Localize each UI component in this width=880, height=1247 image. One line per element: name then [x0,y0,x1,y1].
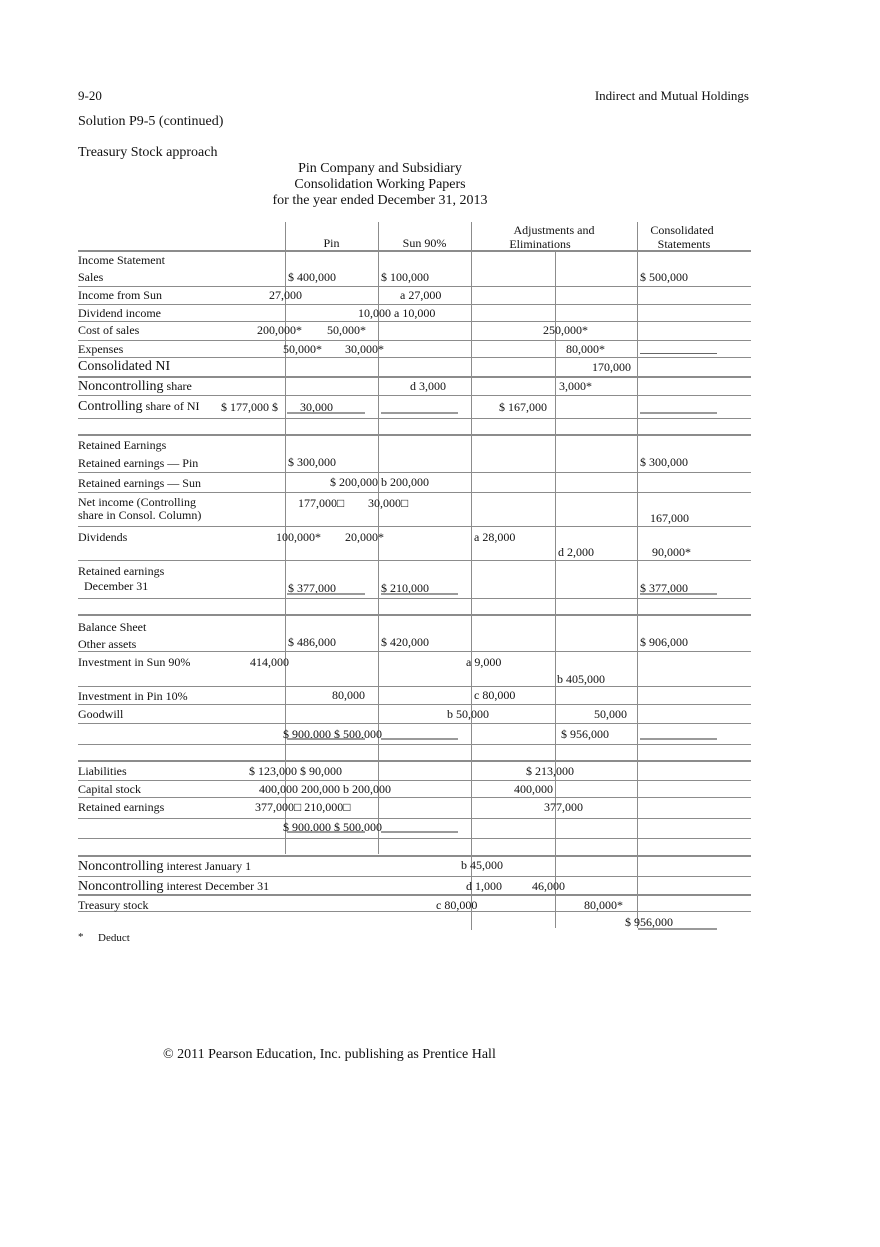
row-label: Noncontrolling [78,379,164,394]
row-label: Consolidated NI [78,359,171,374]
consolidated-value: 80,000* [584,898,623,912]
sun-value: $ 420,000 [381,635,429,649]
underline [640,353,717,354]
pin-value: $ 400,000 [288,270,336,284]
grid-hline [78,876,751,877]
grid-hline [78,598,751,599]
statement-values: $ 123,000 $ 90,000 [249,764,342,778]
pin-value: 200,000* [257,323,302,337]
section-heading-balance: Balance Sheet [78,620,147,634]
approach-label: Treasury Stock approach [78,145,218,160]
row-label: Sales [78,270,104,284]
grid-hline [78,780,751,781]
double-underline [381,593,458,595]
grid-hline [78,744,751,745]
adjustment-debit: b 50,000 [447,707,489,721]
sun-value: $ 100,000 [381,270,429,284]
row-label: Net income (Controlling [78,495,196,509]
sun-value: 50,000* [327,323,366,337]
sun-value: $ 200,000 b 200,000 [330,475,429,489]
row-label-cont: share in Consol. Column) [78,508,202,522]
row-label: Capital stock [78,782,141,796]
adjustment-credit: d 2,000 [558,545,594,559]
title-period: for the year ended December 31, 2013 [272,193,488,208]
row-label-suffix: interest December 31 [163,879,270,893]
row-label: Other assets [78,637,137,651]
row-label: Income from Sun [78,288,162,302]
double-underline [381,738,458,740]
footnote-mark: * [78,931,84,943]
sun-value: 30,000 [300,400,333,414]
row-label: Cost of sales [78,323,140,337]
pin-value: $ 177,000 $ [221,400,278,414]
double-underline [640,412,717,414]
sun-value: 20,000* [345,530,384,544]
statement-values: 377,000□ 210,000□ [255,800,351,814]
pin-value: $ 486,000 [288,635,336,649]
consolidated-value: $ 377,000 [640,581,688,595]
row-label-suffix: share of NI [142,399,200,413]
grid-hline [78,526,751,527]
consolidated-value: $ 956,000 [625,915,673,929]
consolidated-value: 50,000 [594,707,627,721]
consolidated-value: 167,000 [650,511,689,525]
consolidated-value: 80,000* [566,342,605,356]
sun-value: 30,000□ [368,496,409,510]
adjustment-value: d 1,000 [466,879,502,893]
consolidated-value: $ 500,000 [640,270,688,284]
consolidated-value: 170,000 [592,360,631,374]
section-heading-income: Income Statement [78,253,165,267]
grid-hline [78,723,751,724]
row-label: Treasury stock [78,898,149,912]
grid-hline [78,911,751,912]
grid-hline [78,286,751,287]
consolidated-value: 400,000 [514,782,553,796]
col-header-adj: Adjustments and [513,223,595,237]
double-underline [287,412,365,414]
grid-hline [78,797,751,798]
grid-hline [78,492,751,493]
grid-hline [78,418,751,419]
grid-hline [78,560,751,561]
row-label-suffix: share [163,379,192,393]
pin-value: $ 377,000 [288,581,336,595]
double-underline [640,738,717,740]
sun-value: 30,000* [345,342,384,356]
consolidated-value: $ 300,000 [640,455,688,469]
double-underline [640,593,717,595]
grid-hline [78,376,751,378]
grid-hline [78,818,751,819]
pin-value: 177,000□ [298,496,345,510]
adjustment-debit: a 9,000 [466,655,502,669]
grid-hline [78,472,751,473]
grid-hline [78,304,751,305]
double-underline [381,412,458,414]
grid-hline [78,321,751,322]
consolidated-value: $ 956,000 [561,727,609,741]
double-underline [287,738,365,740]
pin-value: 100,000* [276,530,321,544]
consolidated-value: 46,000 [532,879,565,893]
row-label: Dividend income [78,306,161,320]
consolidated-value: $ 213,000 [526,764,574,778]
row-label: Liabilities [78,764,127,778]
row-label: Retained earnings [78,800,165,814]
grid-hline [78,614,751,616]
row-label: Goodwill [78,707,124,721]
col-header-statements: Statements [657,237,711,251]
adjustment-value: c 80,000 [436,898,478,912]
consolidated-value: 3,000* [559,379,592,393]
sun-value: $ 210,000 [381,581,429,595]
adjustment-credit: b 405,000 [557,672,605,686]
page-number: 9-20 [78,88,102,103]
row-label: Controlling [78,399,143,414]
copyright-footer: © 2011 Pearson Education, Inc. publishing as Prentice Hall [163,1047,496,1062]
row-label-cont: December 31 [84,579,149,593]
row-label: Retained earnings — Pin [78,456,199,470]
pin-value: $ 300,000 [288,455,336,469]
consolidated-value: 377,000 [544,800,583,814]
row-label: Investment in Sun 90% [78,655,191,669]
sun-value: 10,000 a 10,000 [358,306,436,320]
consolidated-value: 90,000* [652,545,691,559]
title-papers: Consolidation Working Papers [294,177,466,192]
grid-hline [78,357,751,358]
grid-hline [78,395,751,396]
grid-hline [78,704,751,705]
row-label: Retained earnings — Sun [78,476,201,490]
grid-hline [78,651,751,652]
total-values: $ 900,000 $ 500,000 [283,820,382,834]
title-company: Pin Company and Subsidiary [298,161,462,176]
row-label: Retained earnings [78,564,165,578]
adjustment-debit: a 28,000 [474,530,516,544]
grid-vline [637,222,638,928]
row-label: Noncontrolling [78,859,164,874]
statement-values: 400,000 200,000 b 200,000 [259,782,391,796]
solution-title: Solution P9-5 (continued) [78,114,224,129]
double-underline [638,928,717,930]
pin-value: 27,000 [269,288,302,302]
running-header: Indirect and Mutual Holdings [594,88,749,103]
grid-hline [78,434,751,436]
grid-vline [471,222,472,930]
row-label-suffix: interest January 1 [163,859,252,873]
adjustment-debit: c 80,000 [474,688,516,702]
consolidated-value: $ 906,000 [640,635,688,649]
grid-hline [78,838,751,839]
adjustment-value: b 45,000 [461,858,503,872]
grid-hline [78,686,751,687]
col-header-pin: Pin [323,236,340,250]
row-label: Noncontrolling [78,879,164,894]
pin-value: 50,000* [283,342,322,356]
double-underline [381,831,458,833]
grid-hline [78,340,751,341]
adjustment-value: d 3,000 [410,379,446,393]
double-underline [287,593,365,595]
section-heading-retained: Retained Earnings [78,438,167,452]
col-header-elim: Eliminations [509,237,571,251]
grid-hline [78,760,751,762]
footnote-text: Deduct [98,932,130,944]
col-header-consolidated: Consolidated [650,223,714,237]
row-label: Investment in Pin 10% [78,689,188,703]
double-underline [287,831,365,833]
consolidated-value: 250,000* [543,323,588,337]
total-values: $ 900,000 $ 500,000 [283,727,382,741]
pin-value: 414,000 [250,655,289,669]
row-label: Dividends [78,530,128,544]
grid-vline [555,252,556,928]
sun-value: 80,000 [332,688,365,702]
col-header-sun: Sun 90% [402,236,447,250]
row-label: Expenses [78,342,124,356]
consolidated-value: $ 167,000 [499,400,547,414]
grid-hline [78,855,751,857]
adjustment-value: a 27,000 [400,288,442,302]
